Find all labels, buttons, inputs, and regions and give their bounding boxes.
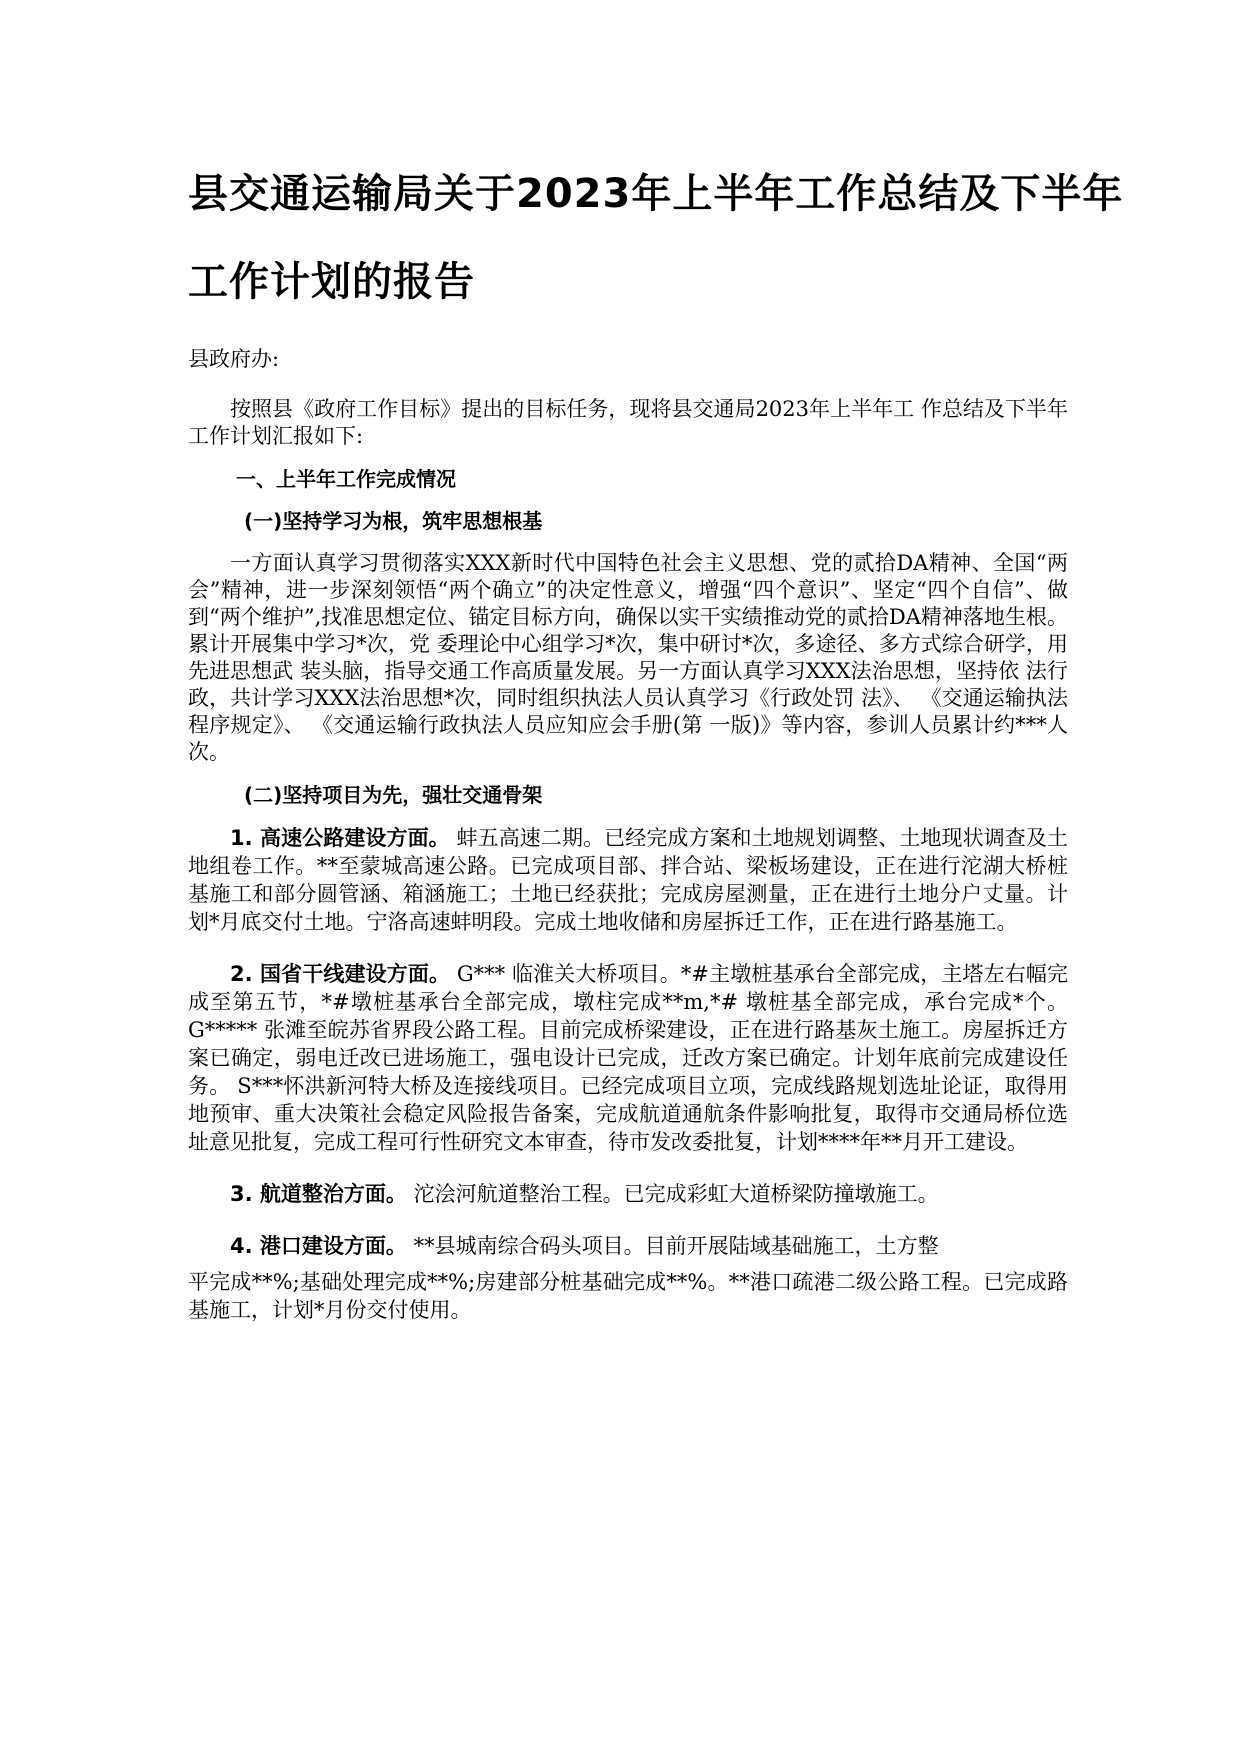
addressee: 县政府办: — [188, 347, 280, 371]
title-line-1: 县交通运输局关于2023年上半年工作总结及下半年 — [188, 171, 1124, 217]
item-waterway-lead: 3. 航道整治方面。 — [230, 1182, 407, 1206]
intro-paragraph: 按照县《政府工作目标》提出的目标任务，现将县交通局2023年上半年工 作总结及下半年工作计划汇报如下: — [188, 397, 1068, 448]
item-port-continued: 平完成**%;基础处理完成**%;房建部分桩基础完成**%。**港口疏港二级公路工程。已完成路基施工，计划*月份交付使用。 — [188, 1270, 1068, 1322]
subsection-1-body: 一方面认真学习贯彻落实XXX新时代中国特色社会主义思想、党的贰拾DA精神、全国“两会”精神，进一步深刻领悟“两个确立”的决定性意义，增强“四个意识”、坚定“四个自信”、做到“两个维护”,找准思想定位、锚定目标方向，确保以实干实绩推动党的贰拾DA精神落地生根。累计开展集中学习*次，党 委理论中心组学习*次，集中研讨*次，多途径、多方式综合研学，用先进思想武 装头脑，指导交通工作高质量发展。另一方面认真学习XXX法治思想，坚持依 法行政，共计学习XXX法治思想*次，同时组织执法人员认真学习《行政处罚 法》、 《交通运输执法程序规定》、 《交通运输行政执法人员应知应会手册(第 一版)》等内容，参训人员累计约***人次。 — [188, 551, 1068, 764]
item-waterway — [188, 1180, 1068, 1208]
item-highway-body: 蚌五高速二期。已经完成方案和土地规划调整、土地现状调查及土地组卷工作。**至蒙城高速公路。已完成项目部、拌合站、梁板场建设，正在进行沱湖大桥桩基施工和部分圆管涵、箱涵施工；土地已经获批；完成房屋测量，正在进行土地分户丈量。计划*月底交付土地。宁洛高速蚌明段。完成土地收储和房屋拆迁工作，正在进行路基施工。 — [188, 826, 1068, 934]
title-line-2: 工作计划的报告 — [188, 259, 475, 305]
item-trunk-line-body: G*** 临淮关大桥项目。*#主墩桩基承台全部完成，主塔左右幅完成至第五节，*#墩桩基承台全部完成，墩柱完成**m,*# 墩桩基全部完成，承台完成*个。 G***** 张滩至皖苏省界段公路工程。目前完成桥梁建设，正在进行路基灰土施工。房屋拆迁方案已确定，弱电迁改已进场施工，强电设计已完成，迁改方案已确定。计划年底前完成建设任务。 S***怀洪新河特大桥及连接线项目。已经完成项目立项，完成线路规划选址论证，取得用地预审、重大决策社会稳定风险报告备案，完成航道通航条件影响批复，取得市交通局桥位选址意见批复，完成工程可行性研究文本审查，待市发改委批复，计划****年**月开工建设。 — [188, 962, 1068, 1154]
item-port-body: **县城南综合码头项目。目前开展陆域基础施工，土方整 — [406, 1234, 939, 1258]
item-highway — [188, 824, 1068, 936]
item-trunk-line — [188, 960, 1068, 1156]
subsection-heading-1: (一)坚持学习为根，筑牢思想根基 — [244, 509, 543, 533]
section-heading-1: 一、上半年工作完成情况 — [236, 467, 456, 491]
item-port — [188, 1232, 1068, 1260]
item-highway-lead: 1. 高速公路建设方面。 — [230, 826, 450, 850]
item-waterway-body: 沱浍河航道整治工程。已完成彩虹大道桥梁防撞墩施工。 — [406, 1182, 939, 1206]
subsection-heading-2: (二)坚持项目为先，强壮交通骨架 — [244, 783, 543, 807]
item-trunk-line-lead: 2. 国省干线建设方面。 — [230, 962, 451, 986]
item-port-lead: 4. 港口建设方面。 — [230, 1234, 407, 1258]
document-title — [188, 150, 1124, 326]
